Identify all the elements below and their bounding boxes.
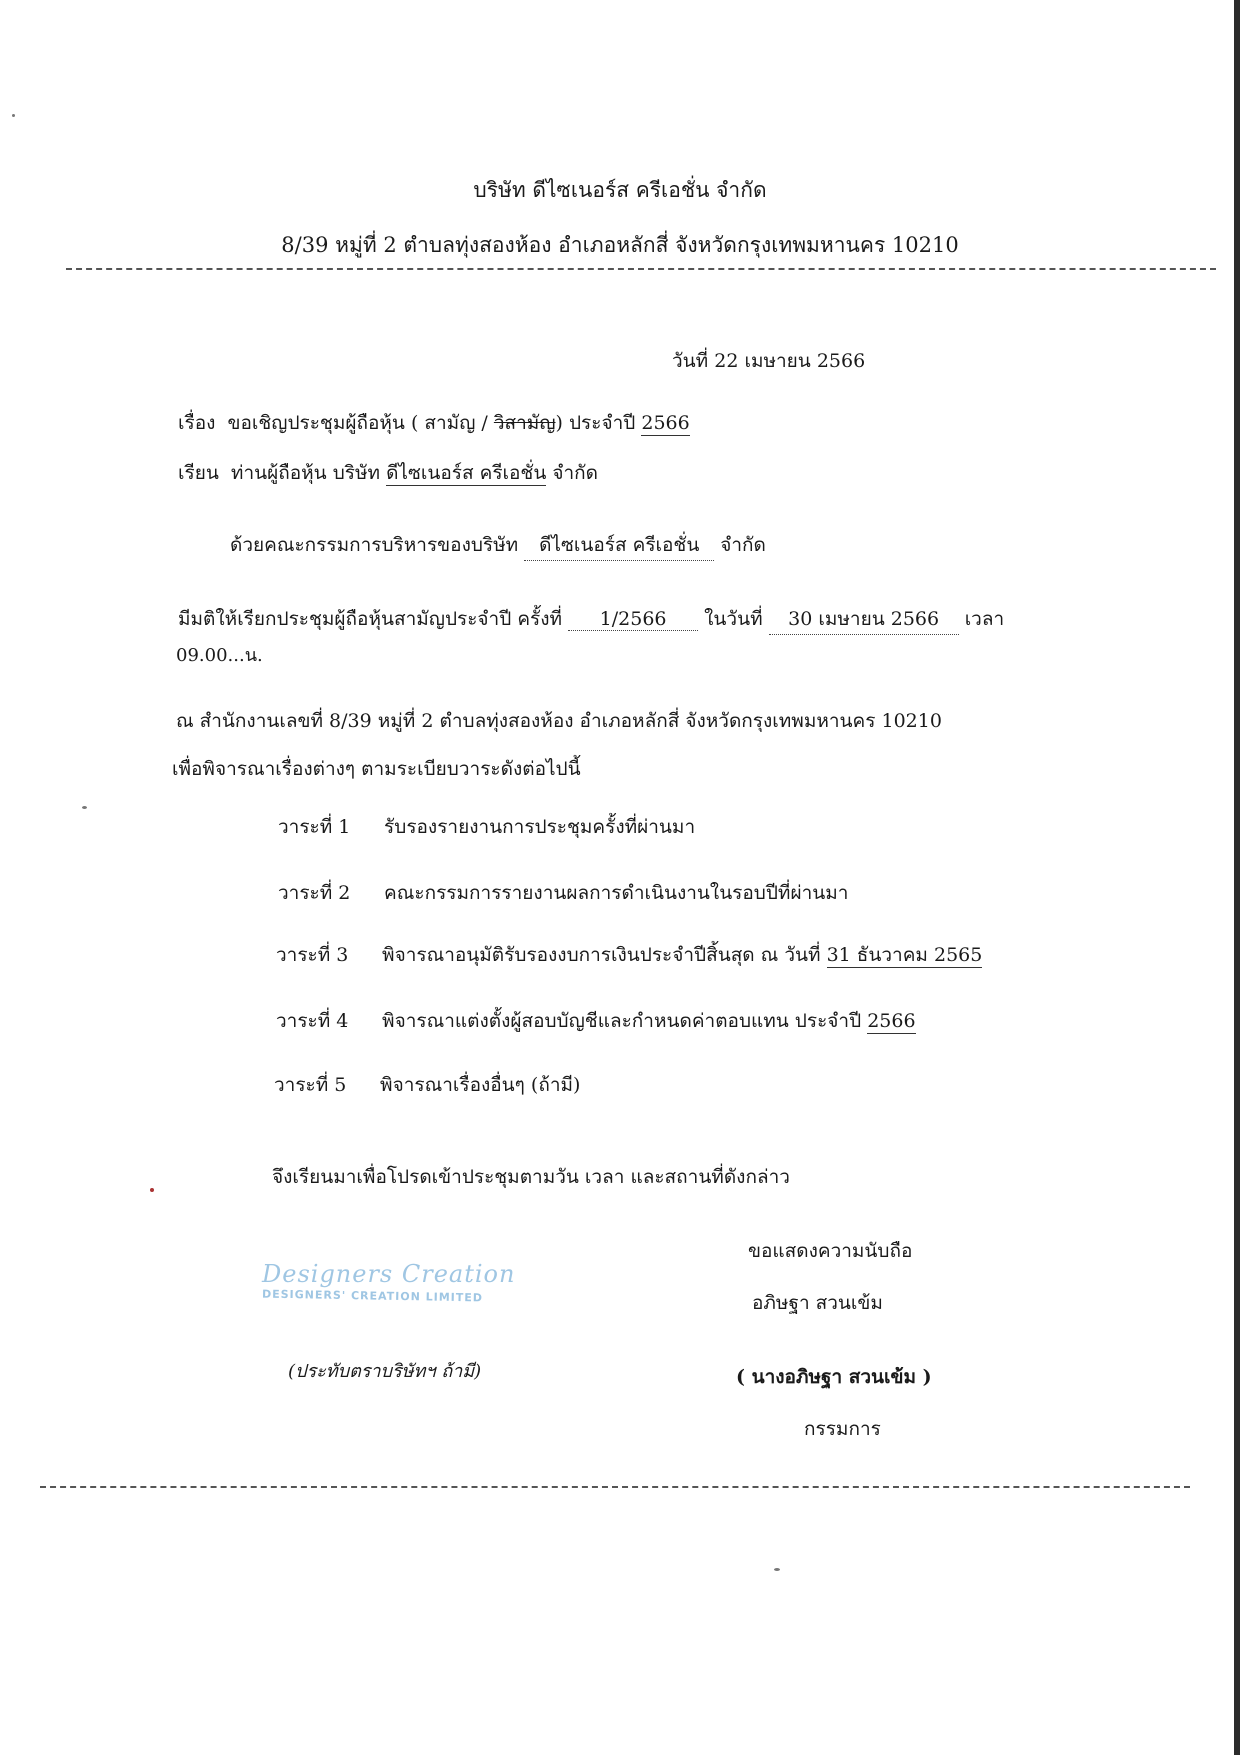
agenda-label: วาระที่ 1 xyxy=(278,816,351,838)
intro-prefix: ด้วยคณะกรรมการบริหารของบริษัท xyxy=(230,534,519,556)
regards: ขอแสดงความนับถือ xyxy=(748,1240,913,1262)
printed-name: ( นางอภิษฐา สวนเข้ม ) xyxy=(736,1366,932,1388)
company-address: 8/39 หมู่ที่ 2 ตำบลทุ่งสองห้อง อำเภอหลักสี่ จังหวัดกรุงเทพมหานคร 10210 xyxy=(281,233,959,257)
scan-speck xyxy=(774,1568,780,1571)
signed-name: อภิษฐา สวนเข้ม xyxy=(752,1292,883,1314)
recipient-label: เรียน xyxy=(178,462,219,484)
header-divider xyxy=(66,268,1216,270)
recipient-company: ดีไซเนอร์ส ครีเอชั่น xyxy=(386,462,547,484)
scan-speck xyxy=(82,806,87,809)
stamp-signature: Designers Creation xyxy=(262,1260,516,1288)
agenda-text: รับรองรายงานการประชุมครั้งที่ผ่านมา xyxy=(384,816,696,838)
agenda-text: คณะกรรมการรายงานผลการดำเนินงานในรอบปีที่ผ่านมา xyxy=(384,882,849,904)
resolution-line xyxy=(178,604,1004,635)
subject-label: เรื่อง xyxy=(178,412,216,434)
agenda-item-2 xyxy=(278,878,848,908)
agenda-text: พิจารณาอนุมัติรับรองงบการเงินประจำปีสิ้นสุด ณ วันที่ xyxy=(382,944,821,966)
agenda-label: วาระที่ 2 xyxy=(278,882,351,904)
subject-text-after: ) ประจำปี xyxy=(555,412,636,434)
meeting-time: 09.00...น. xyxy=(176,645,263,666)
subject-line xyxy=(178,408,690,438)
agenda-label: วาระที่ 3 xyxy=(276,944,349,966)
agenda-text: พิจารณาเรื่องอื่นๆ (ถ้ามี) xyxy=(380,1074,581,1096)
subject-year: 2566 xyxy=(641,412,690,434)
date-value: 22 เมษายน 2566 xyxy=(714,350,866,372)
agenda-label: วาระที่ 4 xyxy=(276,1010,349,1032)
letter-date xyxy=(672,346,865,376)
meeting-number: 1/2566 xyxy=(568,608,698,631)
subject-struck: วิสามัญ xyxy=(493,412,556,434)
stamp-caption: (ประทับตราบริษัทฯ ถ้ามี) xyxy=(288,1361,482,1382)
time-label: เวลา xyxy=(964,608,1005,630)
meeting-date: 30 เมษายน 2566 xyxy=(769,604,959,635)
subject-text: ขอเชิญประชุมผู้ถือหุ้น ( สามัญ / xyxy=(227,412,488,434)
intro-company: ดีไซเนอร์ส ครีเอชั่น xyxy=(524,530,714,561)
agenda-intro: เพื่อพิจารณาเรื่องต่างๆ ตามระเบียบวาระดังต่อไปนี้ xyxy=(172,758,581,780)
position-title: กรรมการ xyxy=(804,1418,881,1440)
agenda-underlined: 31 ธันวาคม 2565 xyxy=(826,944,983,966)
date-label: วันที่ xyxy=(672,350,709,372)
agenda-item-4 xyxy=(276,1006,916,1036)
on-date-label: ในวันที่ xyxy=(704,608,763,630)
resolution-prefix: มีมติให้เรียกประชุมผู้ถือหุ้นสามัญประจำปี ครั้งที่ xyxy=(178,608,563,630)
agenda-underlined: 2566 xyxy=(867,1010,916,1032)
scan-edge xyxy=(1234,0,1240,1755)
company-name: บริษัท ดีไซเนอร์ส ครีเอชั่น จำกัด xyxy=(473,178,767,202)
recipient-text-after: จำกัด xyxy=(552,462,599,484)
intro-suffix: จำกัด xyxy=(720,534,766,556)
stamp-company: DESIGNERS' CREATION LIMITED xyxy=(261,1287,484,1305)
recipient-line xyxy=(178,458,598,488)
agenda-text: พิจารณาแต่งตั้งผู้สอบบัญชีและกำหนดค่าตอบแทน ประจำปี xyxy=(382,1010,862,1032)
agenda-item-5 xyxy=(274,1070,580,1100)
intro-paragraph xyxy=(230,530,766,561)
recipient-text: ท่านผู้ถือหุ้น บริษัท xyxy=(230,462,381,484)
company-stamp xyxy=(262,1260,540,1330)
scan-speck xyxy=(150,1188,154,1192)
agenda-label: วาระที่ 5 xyxy=(274,1074,347,1096)
scan-speck xyxy=(12,114,15,117)
venue-line: ณ สำนักงานเลขที่ 8/39 หมู่ที่ 2 ตำบลทุ่งสองห้อง อำเภอหลักสี่ จังหวัดกรุงเทพมหานคร 10210 xyxy=(176,710,942,732)
agenda-item-3 xyxy=(276,940,982,970)
agenda-item-1 xyxy=(278,812,695,842)
closing-line: จึงเรียนมาเพื่อโปรดเข้าประชุมตามวัน เวลา และสถานที่ดังกล่าว xyxy=(272,1166,790,1188)
footer-divider xyxy=(40,1486,1190,1488)
